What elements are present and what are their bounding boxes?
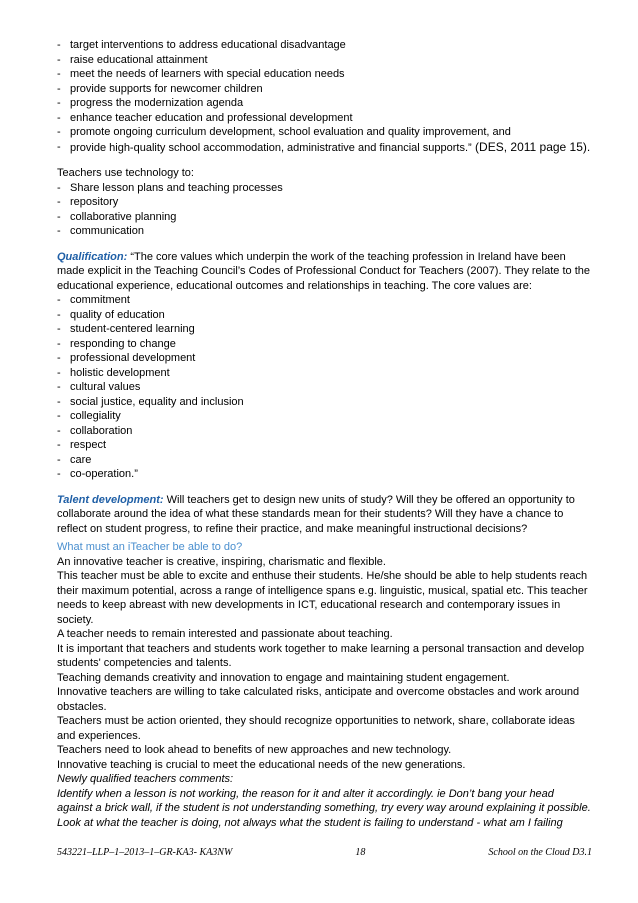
dash-marker: - xyxy=(57,126,61,138)
qualification-paragraph: Qualification: “The core values which underpin the work of the teaching profession in Ireland have been made explicit in the Teaching Council’s Codes of Professional Conduct for Teachers (2007). They relate to the educational experience, educational outcomes and relationships in teaching. The core values are: xyxy=(57,250,590,292)
iteacher-para: Teaching demands creativity and innovation to engage and maintaining student engagement. xyxy=(57,671,510,684)
iteacher-para: A teacher needs to remain interested and passionate about teaching. xyxy=(57,628,393,640)
dash-marker: - xyxy=(57,439,61,451)
dash-marker: - xyxy=(57,453,61,466)
list-item: - collaboration xyxy=(57,424,133,437)
list-item: - provide high-quality school accommodation, administrative and financial supports.” (DES, 2011 page 15). xyxy=(57,139,591,154)
list-item: - promote ongoing curriculum development, school evaluation and quality improvement, and xyxy=(57,126,511,138)
core-values-list xyxy=(57,293,592,482)
iteacher-heading: What must an iTeacher be able to do? xyxy=(57,541,243,553)
dash-marker: - xyxy=(57,210,61,223)
dash-marker: - xyxy=(57,381,61,393)
comment-para: Identify when a lesson is not working, the reason for it and alter it accordingly. ie Don’t bang your head against a brick wall, if the student is not understanding something, try every way around explaining it possible. xyxy=(57,787,591,814)
comment-para: Look at what the teacher is doing, not always what the student is failing to understand - what am I failing xyxy=(57,816,563,829)
dash-marker: - xyxy=(57,82,61,95)
iteacher-para: Teachers need to look ahead to benefits of new approaches and new technology. xyxy=(57,744,452,756)
list-item: - raise educational attainment xyxy=(57,53,208,66)
tech-list xyxy=(57,181,592,239)
list-item: - Share lesson plans and teaching processes xyxy=(57,181,283,194)
tech-intro: Teachers use technology to: xyxy=(57,167,194,179)
list-item: - student-centered learning xyxy=(57,323,195,335)
dash-marker: - xyxy=(57,424,61,437)
dash-marker: - xyxy=(57,39,61,51)
dash-marker: - xyxy=(57,53,61,66)
list-item: - respect xyxy=(57,439,107,451)
page-footer xyxy=(57,847,592,858)
dash-marker: - xyxy=(57,308,61,321)
dash-marker: - xyxy=(57,294,61,306)
list-item: - target interventions to address educational disadvantage xyxy=(57,39,346,51)
footer-title: School on the Cloud D3.1 xyxy=(488,847,592,858)
list-item: - communication xyxy=(57,225,144,237)
list-item: - quality of education xyxy=(57,308,165,321)
iteacher-para: Teachers must be action oriented, they should recognize opportunities to network, share, collaborate ideas and experiences. xyxy=(57,715,575,742)
list-item: - commitment xyxy=(57,294,130,306)
iteacher-para: This teacher must be able to excite and enthuse their students. He/she should be able to help students reach their maximum potential, across a range of intelligence spans e.g. linguistic, musical, spatial etc. This teacher needs to keep abreast with new developments in ICT, educational research and contemporary issues in society. xyxy=(57,570,588,626)
dash-marker: - xyxy=(57,323,61,335)
dash-marker: - xyxy=(57,395,61,408)
dash-marker: - xyxy=(57,410,61,422)
dash-marker: - xyxy=(57,468,61,480)
dash-marker: - xyxy=(57,196,61,208)
talent-paragraph: Talent development: Will teachers get to design new units of study? Will they be offered an opportunity to collaborate around the idea of what these standards mean for their students? Will they have a chance to reflect on student progress, to refine their practice, and make meaningful instructional decisions? xyxy=(57,493,575,535)
policy-list xyxy=(57,38,592,155)
dash-marker: - xyxy=(57,97,61,109)
iteacher-para: Innovative teachers are willing to take calculated risks, anticipate and overcome obstacles and work around obstacles. xyxy=(57,686,580,713)
dash-marker: - xyxy=(57,337,61,350)
footer-doc-id: 543221–LLP–1–2013–1–GR-KA3- KA3NW xyxy=(57,847,233,858)
list-item: - provide supports for newcomer children xyxy=(57,82,263,95)
list-item: - co-operation.” xyxy=(57,468,138,480)
list-item: - care xyxy=(57,453,92,466)
dash-marker: - xyxy=(57,352,61,364)
document-body xyxy=(57,38,592,830)
list-item: - holistic development xyxy=(57,366,170,379)
iteacher-para: An innovative teacher is creative, inspiring, charismatic and flexible. xyxy=(57,555,386,568)
list-item: - repository xyxy=(57,196,119,208)
comments-heading: Newly qualified teachers comments: xyxy=(57,773,234,785)
citation: (DES, 2011 page 15). xyxy=(471,139,591,154)
dash-marker: - xyxy=(57,68,61,80)
list-item: - professional development xyxy=(57,352,196,364)
dash-marker: - xyxy=(57,181,61,194)
list-item: - collegiality xyxy=(57,410,121,422)
list-item: - responding to change xyxy=(57,337,176,350)
list-item: - progress the modernization agenda xyxy=(57,97,244,109)
talent-heading: Talent development: xyxy=(57,493,164,506)
list-item: - collaborative planning xyxy=(57,210,177,223)
dash-marker: - xyxy=(57,140,61,153)
list-item: - enhance teacher education and professional development xyxy=(57,111,353,124)
dash-marker: - xyxy=(57,366,61,379)
iteacher-para: It is important that teachers and students work together to make learning a personal transaction and develop students' competencies and talents. xyxy=(57,642,585,669)
dash-marker: - xyxy=(57,225,61,237)
list-item: - meet the needs of learners with special education needs xyxy=(57,68,345,80)
iteacher-para: Innovative teaching is crucial to meet the educational needs of the new generations. xyxy=(57,758,466,771)
list-item: - cultural values xyxy=(57,381,141,393)
page-number: 18 xyxy=(355,847,366,858)
qualification-heading: Qualification: xyxy=(57,250,128,263)
list-item: - social justice, equality and inclusion xyxy=(57,395,244,408)
dash-marker: - xyxy=(57,111,61,124)
